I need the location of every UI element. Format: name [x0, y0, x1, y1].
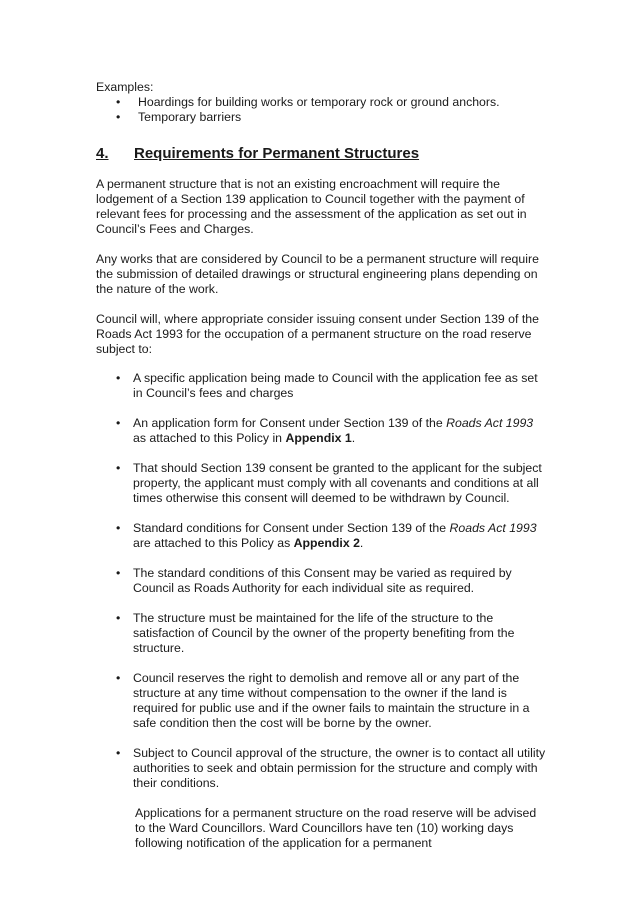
requirements-list [96, 371, 548, 791]
bullet-icon: • [116, 746, 121, 760]
section-number: 4. [96, 145, 109, 162]
bullet-icon: • [116, 461, 121, 475]
bullet-icon: • [116, 416, 121, 430]
list-item: • The structure must be maintained for the life of the structure to the satisfaction of Council by the owner of the property benefiting from the structure. [96, 611, 548, 656]
page-content [96, 80, 548, 851]
list-item: • That should Section 139 consent be granted to the applicant for the subject property, the applicant must comply with all covenants and conditions at all times otherwise this consent will deemed to be withdrawn by Council. [96, 461, 548, 506]
list-item: • Subject to Council approval of the structure, the owner is to contact all utility authorities to seek and obtain permission for the structure and comply with their conditions. [96, 746, 548, 791]
bullet-icon: • [116, 566, 121, 580]
examples-list [96, 95, 548, 125]
list-item: • The standard conditions of this Consent may be varied as required by Council as Roads Authority for each individual site as required. [96, 566, 548, 596]
bullet-icon: • [116, 371, 121, 385]
paragraph-closing: Applications for a permanent structure on the road reserve will be advised to the Ward Councillors. Ward Councillors have ten (10) working days following notification of the application for a permanent [135, 806, 537, 850]
bullet-icon: • [116, 110, 121, 124]
list-item: • A specific application being made to Council with the application fee as set in Council’s fees and charges [96, 371, 548, 401]
section-heading [96, 145, 548, 163]
list-item: • Hoardings for building works or temporary rock or ground anchors. [96, 95, 548, 110]
bullet-icon: • [116, 95, 121, 109]
paragraph-works: Any works that are considered by Council to be a permanent structure will require the submission of detailed drawings or structural engineering plans depending on the nature of the work. [96, 252, 539, 296]
examples-label: Examples: [96, 80, 154, 94]
section-title: Requirements for Permanent Structures [134, 145, 420, 162]
bullet-icon: • [116, 671, 121, 685]
list-item: • Council reserves the right to demolish and remove all or any part of the structure at any time without compensation to the owner if the land is required for public use and if the owner fails to maintain the structure in a safe condition then the cost will be borne by the owner. [96, 671, 548, 731]
list-item: • Temporary barriers [96, 110, 548, 125]
paragraph-consent: Council will, where appropriate consider issuing consent under Section 139 of the Roads Act 1993 for the occupation of a permanent structure on the road reserve subject to: [96, 312, 539, 356]
bullet-icon: • [116, 521, 121, 535]
list-item: • Standard conditions for Consent under Section 139 of the Roads Act 1993 are attached to this Policy as Appendix 2. [96, 521, 548, 551]
bullet-icon: • [116, 611, 121, 625]
list-item: • An application form for Consent under Section 139 of the Roads Act 1993 as attached to this Policy in Appendix 1. [96, 416, 548, 446]
paragraph-intro: A permanent structure that is not an existing encroachment will require the lodgement of a Section 139 application to Council together with the payment of relevant fees for processing and the assessment of the application as set out in Council’s Fees and Charges. [96, 177, 527, 236]
